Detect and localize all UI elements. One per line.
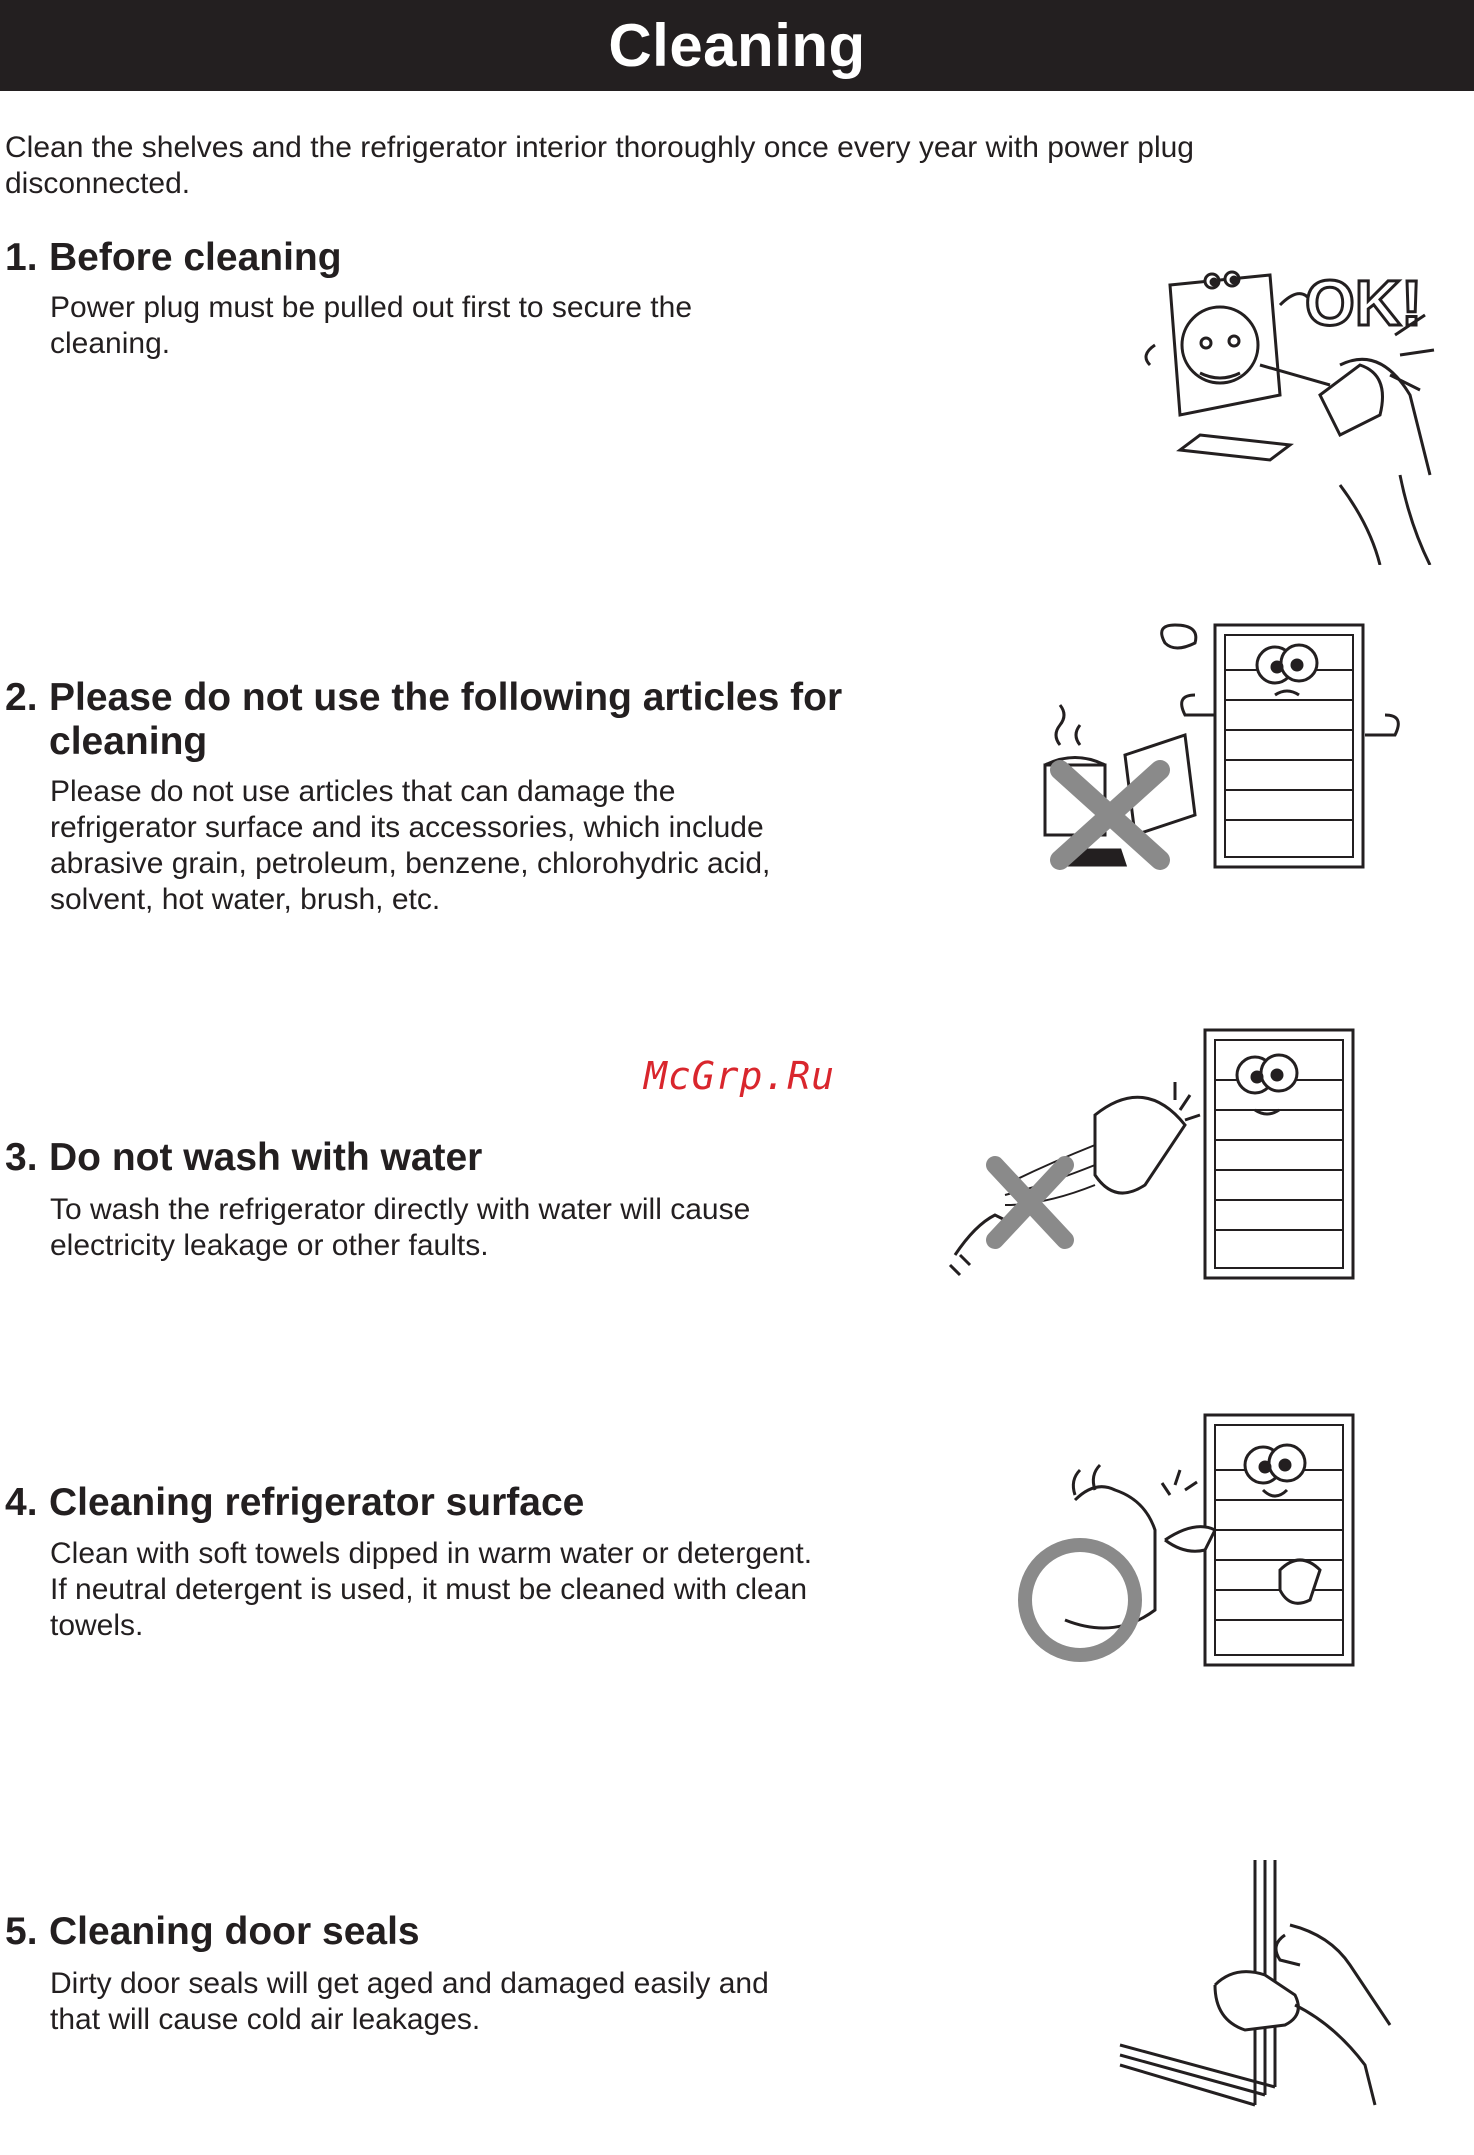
intro-paragraph [5, 130, 1305, 202]
ok-text: OK! [1305, 267, 1423, 339]
section-2-title-line-1: Please do not use the following articles for [49, 676, 843, 719]
section-2-body-line-3: abrasive grain, petroleum, benzene, chlorohydric acid, [50, 847, 771, 880]
section-4-body-line-2: If neutral detergent is used, it must be cleaned with clean [50, 1573, 808, 1606]
plug-ok-icon [1140, 245, 1440, 565]
intro-line-1: Clean the shelves and the refrigerator interior thoroughly once every year with power plug [5, 131, 1194, 164]
section-4-body-line-3: towels. [50, 1609, 144, 1642]
section-5-number: 5. [5, 1910, 38, 1953]
fridge-towel-ok-icon [1015, 1410, 1365, 1680]
section-3-title-line-1: Do not wash with water [49, 1136, 483, 1179]
watermark: McGrp.Ru [644, 1054, 836, 1098]
section-1-body-line-1: Power plug must be pulled out first to secure the [50, 291, 693, 324]
section-2-number: 2. [5, 676, 38, 719]
section-1-title [5, 236, 342, 280]
section-3-body-line-1: To wash the refrigerator directly with water will cause [50, 1193, 751, 1226]
section-3-body [50, 1192, 750, 1264]
section-3-body-line-2: electricity leakage or other faults. [50, 1229, 489, 1262]
section-1-title-line-1: Before cleaning [49, 236, 342, 279]
section-2-body [50, 774, 770, 918]
section-3-title [5, 1136, 482, 1180]
fridge-no-water-icon [945, 1025, 1365, 1285]
section-5-body-line-1: Dirty door seals will get aged and damaged easily and [50, 1967, 769, 2000]
section-3-number: 3. [5, 1136, 38, 1179]
intro-line-2: disconnected. [5, 167, 191, 200]
section-5-body [50, 1966, 769, 2038]
section-4-body-line-1: Clean with soft towels dipped in warm water or detergent. [50, 1537, 813, 1570]
section-2-body-line-1: Please do not use articles that can damage the [50, 775, 676, 808]
section-5-body-line-2: that will cause cold air leakages. [50, 2003, 481, 2036]
header-bar [0, 0, 1474, 91]
section-1-body [50, 290, 692, 362]
fridge-no-chemicals-icon [1025, 615, 1405, 875]
section-1-body-line-2: cleaning. [50, 327, 171, 360]
section-5-title-line-1: Cleaning door seals [49, 1910, 420, 1953]
section-2-body-line-4: solvent, hot water, brush, etc. [50, 883, 441, 916]
section-4-number: 4. [5, 1481, 38, 1524]
section-4-body [50, 1536, 812, 1644]
page-title: Cleaning [608, 12, 866, 79]
door-seal-cleaning-icon [1115, 1855, 1415, 2115]
section-4-title [5, 1481, 584, 1525]
section-2-body-line-2: refrigerator surface and its accessories, which include [50, 811, 764, 844]
section-2-title [5, 676, 842, 764]
section-4-title-line-1: Cleaning refrigerator surface [49, 1481, 585, 1524]
section-2-title-line-2: cleaning [49, 720, 208, 763]
section-5-title [5, 1910, 420, 1954]
section-1-number: 1. [5, 236, 38, 279]
